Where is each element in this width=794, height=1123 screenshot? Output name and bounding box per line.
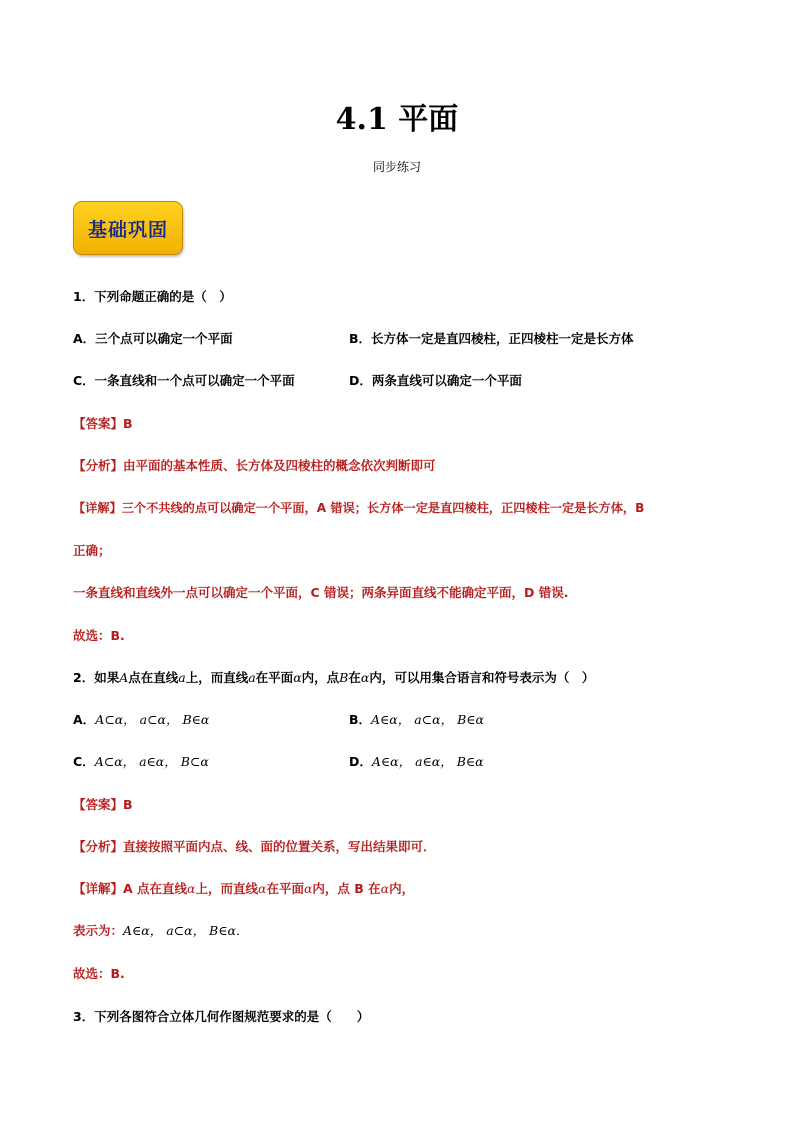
q1-option-c: C．一条直线和一个点可以确定一个平面 xyxy=(73,373,295,388)
q2-option-a: A．A⊂α， a⊂α， B∈α xyxy=(73,712,210,727)
q2-option-c: C．A⊂α， a∈α， B⊂α xyxy=(73,754,209,769)
q2-stem: 2．如果A点在直线a上，而直线a在平面α内，点B在α内，可以用集合语言和符号表示为（ ） xyxy=(73,670,595,685)
q2-choice: 故选：B. xyxy=(73,966,125,981)
page-subtitle: 同步练习 xyxy=(372,160,421,174)
page-title: 4.1 平面 xyxy=(335,102,459,137)
q2-detail-line1: 【详解】A 点在直线α上，而直线α在平面α内，点 B 在α内， xyxy=(73,881,415,896)
q1-analysis: 【分析】由平面的基本性质、长方体及四棱柱的概念依次判断即可 xyxy=(73,458,436,473)
q2-option-b: B．A∈α， a⊂α， B∈α xyxy=(349,712,484,727)
q1-answer: 【答案】B xyxy=(73,416,133,431)
q1-choice: 故选：B. xyxy=(73,628,125,643)
q2-answer: 【答案】B xyxy=(73,797,133,812)
q1-detail-line1: 【详解】三个不共线的点可以确定一个平面，A 错误；长方体一定是直四棱柱，正四棱柱一定是长方体，B xyxy=(73,501,645,515)
q3-stem: 3．下列各图符合立体几何作图规范要求的是（ ） xyxy=(73,1009,370,1024)
q1-detail-line3: 一条直线和直线外一点可以确定一个平面，C 错误；两条异面直线不能确定平面，D 错误. xyxy=(73,585,569,600)
section-badge-label: 基础巩固 xyxy=(87,218,168,241)
q1-option-a: A．三个点可以确定一个平面 xyxy=(73,331,233,346)
q1-option-b: B．长方体一定是直四棱柱，正四棱柱一定是长方体 xyxy=(349,331,634,346)
q2-detail-line2: 表示为：A∈α， a⊂α， B∈α． xyxy=(73,923,249,938)
q2-option-d: D．A∈α， a∈α， B∈α xyxy=(349,754,484,769)
q1-detail-line2: 正确； xyxy=(73,543,111,558)
q2-analysis: 【分析】直接按照平面内点、线、面的位置关系，写出结果即可． xyxy=(73,839,436,854)
q1-option-d: D．两条直线可以确定一个平面 xyxy=(349,373,522,388)
section-badge xyxy=(73,201,183,255)
q1-stem: 1．下列命题正确的是（ ） xyxy=(73,289,232,304)
